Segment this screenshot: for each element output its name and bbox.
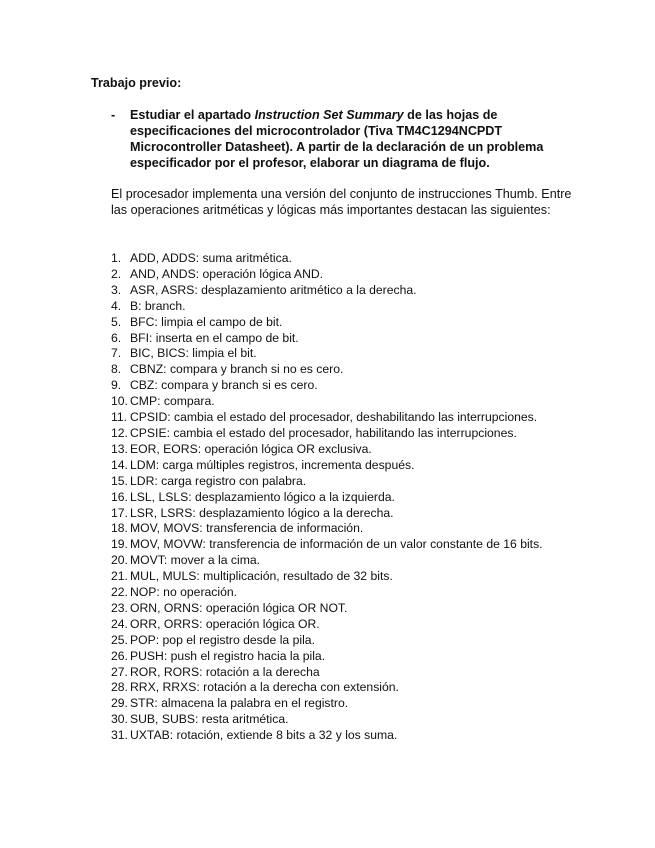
list-item [111, 378, 611, 394]
list-item [111, 442, 611, 458]
item-text: LDR: carga registro con palabra. [130, 473, 307, 488]
item-number: 2. [111, 266, 122, 281]
item-number: 3. [111, 282, 122, 297]
item-text: CPSID: cambia el estado del procesador, deshabilitando las interrupciones. [130, 410, 538, 425]
list-item [111, 458, 611, 474]
list-item [111, 680, 611, 696]
item-text: MOV, MOVS: transferencia de información. [130, 521, 364, 536]
list-item [111, 665, 611, 681]
item-text: NOP: no operación. [130, 585, 238, 600]
item-text: AND, ANDS: operación lógica AND. [130, 266, 324, 281]
list-item [111, 633, 611, 649]
list-item [111, 696, 611, 712]
item-text: CPSIE: cambia el estado del procesador, habilitando las interrupciones. [130, 425, 517, 440]
list-item [111, 521, 611, 537]
item-text: PUSH: push el registro hacia la pila. [130, 648, 326, 663]
item-text: B: branch. [130, 298, 186, 313]
list-item [111, 362, 611, 378]
section-heading: Trabajo previo: [91, 76, 182, 90]
item-number: 8. [111, 362, 122, 377]
item-text: RRX, RRXS: rotación a la derecha con extensión. [130, 680, 399, 695]
list-item [111, 506, 611, 522]
item-text: MOVT: mover a la cima. [130, 553, 261, 568]
item-text: POP: pop el registro desde la pila. [130, 632, 315, 647]
task-description [130, 107, 560, 171]
item-text: ROR, RORS: rotación a la derecha [130, 664, 320, 679]
list-item [111, 251, 611, 267]
list-item [111, 283, 611, 299]
list-item [111, 394, 611, 410]
item-number: 7. [111, 346, 122, 361]
item-number: 25. [111, 632, 128, 647]
item-text: ORN, ORNS: operación lógica OR NOT. [130, 600, 348, 615]
item-number: 28. [111, 680, 128, 695]
item-number: 31. [111, 728, 128, 743]
item-text: BIC, BICS: limpia el bit. [130, 346, 257, 361]
list-item [111, 712, 611, 728]
item-text: ORR, ORRS: operación lógica OR. [130, 616, 320, 631]
instruction-list [111, 251, 611, 744]
list-item [111, 617, 611, 633]
list-item [111, 601, 611, 617]
item-text: CBNZ: compara y branch si no es cero. [130, 362, 344, 377]
item-text: LDM: carga múltiples registros, incrementa después. [130, 457, 415, 472]
item-number: 24. [111, 616, 128, 631]
item-number: 29. [111, 696, 128, 711]
list-item [111, 410, 611, 426]
item-number: 1. [111, 251, 122, 265]
task-bullet-dash: - [111, 108, 116, 122]
item-number: 18. [111, 521, 128, 536]
item-text: LSL, LSLS: desplazamiento lógico a la izquierda. [130, 489, 395, 504]
list-item [111, 299, 611, 315]
list-item [111, 585, 611, 601]
item-number: 14. [111, 457, 128, 472]
item-number: 11. [111, 410, 128, 425]
item-number: 21. [111, 569, 128, 584]
item-number: 22. [111, 585, 128, 600]
item-text: EOR, EORS: operación lógica OR exclusiva. [130, 441, 372, 456]
item-number: 20. [111, 553, 128, 568]
task-text-part1: Estudiar el apartado [130, 108, 255, 122]
item-number: 15. [111, 473, 128, 488]
item-number: 19. [111, 537, 128, 552]
item-text: ASR, ASRS: desplazamiento aritmético a la derecha. [130, 282, 417, 297]
item-text: BFC: limpia el campo de bit. [130, 314, 283, 329]
list-item [111, 315, 611, 331]
item-number: 26. [111, 648, 128, 663]
item-text: CBZ: compara y branch si es cero. [130, 378, 318, 393]
item-text: SUB, SUBS: resta aritmética. [130, 712, 289, 727]
item-text: STR: almacena la palabra en el registro. [130, 696, 349, 711]
list-item [111, 569, 611, 585]
task-text-part3: de las hojas de especificaciones del microcontrolador (Tiva TM4C1294NCPDT Microcontroller Datasheet). A partir de la declaración de un problema especificador por el profesor, elaborar un diagrama de flujo. [130, 108, 544, 170]
item-number: 9. [111, 378, 122, 393]
list-item [111, 331, 611, 347]
list-item [111, 426, 611, 442]
item-text: LSR, LSRS: desplazamiento lógico a la derecha. [130, 505, 394, 520]
item-number: 23. [111, 600, 128, 615]
item-number: 17. [111, 505, 128, 520]
item-text: UXTAB: rotación, extiende 8 bits a 32 y los suma. [130, 728, 398, 743]
item-number: 10. [111, 394, 128, 409]
list-item [111, 490, 611, 506]
list-item [111, 553, 611, 569]
item-text: CMP: compara. [130, 394, 215, 409]
item-text: BFI: inserta en el campo de bit. [130, 330, 299, 345]
item-number: 12. [111, 425, 128, 440]
list-item [111, 649, 611, 665]
item-number: 16. [111, 489, 128, 504]
list-item [111, 728, 611, 744]
item-number: 30. [111, 712, 128, 727]
list-item [111, 346, 611, 362]
task-text-italic: Instruction Set Summary [254, 108, 404, 122]
list-item [111, 537, 611, 553]
item-text: MUL, MULS: multiplicación, resultado de 32 bits. [130, 569, 393, 584]
intro-paragraph: El procesador implementa una versión del conjunto de instrucciones Thumb. Entre las operaciones aritméticas y lógicas más importantes destacan las siguientes: [111, 187, 572, 217]
item-text: ADD, ADDS: suma aritmética. [130, 251, 292, 265]
item-text: MOV, MOVW: transferencia de información de un valor constante de 16 bits. [130, 537, 543, 552]
item-number: 13. [111, 441, 128, 456]
item-number: 27. [111, 664, 128, 679]
item-number: 5. [111, 314, 122, 329]
list-item [111, 474, 611, 490]
item-number: 6. [111, 330, 122, 345]
list-item [111, 267, 611, 283]
item-number: 4. [111, 298, 122, 313]
